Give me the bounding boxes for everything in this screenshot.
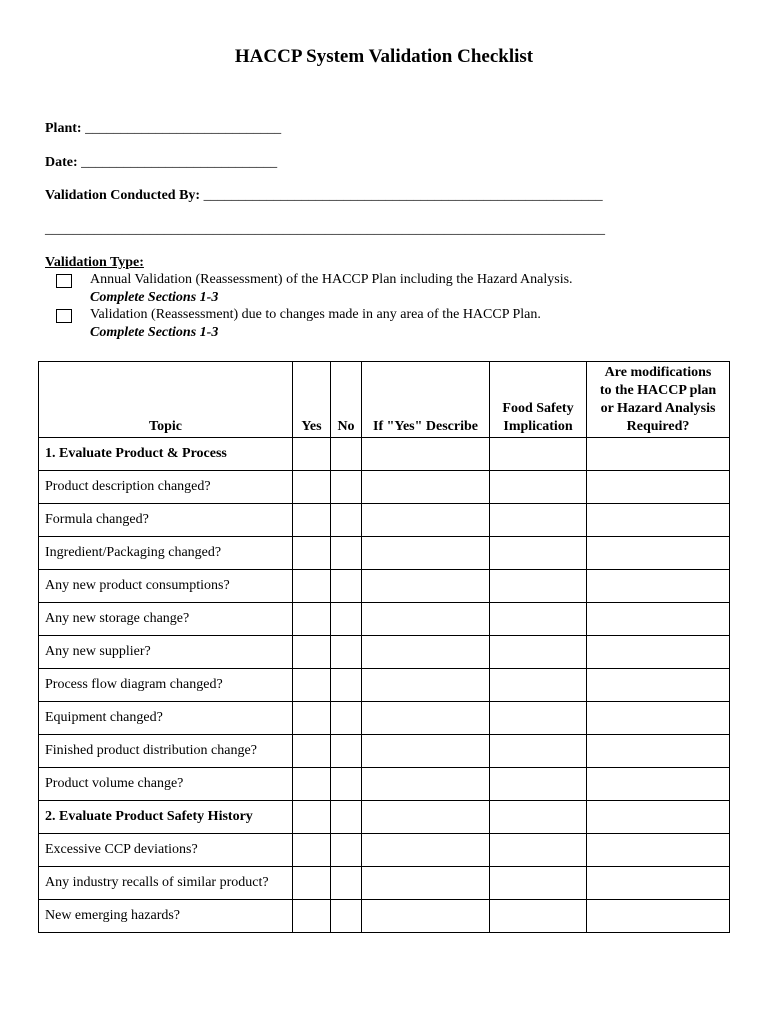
yes-cell[interactable] (293, 570, 331, 603)
table-row (39, 504, 730, 537)
table-row (39, 834, 730, 867)
describe-cell[interactable] (362, 471, 490, 504)
topic-cell: Equipment changed? (39, 702, 293, 735)
topic-cell: Any new supplier? (39, 636, 293, 669)
table-row (39, 735, 730, 768)
topic-cell: Ingredient/Packaging changed? (39, 537, 293, 570)
no-cell[interactable] (331, 735, 362, 768)
yes-cell[interactable] (293, 636, 331, 669)
yes-cell[interactable] (293, 702, 331, 735)
topic-cell: Finished product distribution change? (39, 735, 293, 768)
describe-cell[interactable] (362, 834, 490, 867)
describe-cell[interactable] (362, 900, 490, 933)
modifications-cell[interactable] (587, 834, 730, 867)
option-note: Complete Sections 1-3 (90, 290, 219, 305)
option-text: Annual Validation (Reassessment) of the HACCP Plan including the Hazard Analysis. (90, 272, 573, 287)
food-safety-cell[interactable] (490, 669, 587, 702)
modifications-cell[interactable] (587, 900, 730, 933)
table-row (39, 603, 730, 636)
table-row (39, 900, 730, 933)
no-cell[interactable] (331, 867, 362, 900)
food-safety-cell[interactable] (490, 537, 587, 570)
modifications-cell[interactable] (587, 867, 730, 900)
describe-cell[interactable] (362, 801, 490, 834)
describe-cell[interactable] (362, 504, 490, 537)
modifications-cell[interactable] (587, 735, 730, 768)
modifications-cell[interactable] (587, 702, 730, 735)
checkbox[interactable] (56, 274, 72, 288)
no-cell[interactable] (331, 900, 362, 933)
yes-cell[interactable] (293, 603, 331, 636)
section-row (39, 438, 730, 471)
yes-cell[interactable] (293, 669, 331, 702)
topic-cell: Product volume change? (39, 768, 293, 801)
conducted-by-input-line[interactable]: _________________________________________________________ (203, 188, 603, 203)
modifications-cell[interactable] (587, 669, 730, 702)
conducted-by-field[interactable] (45, 188, 603, 204)
checkbox[interactable] (56, 309, 72, 323)
checklist-table (38, 361, 730, 933)
yes-cell[interactable] (293, 438, 331, 471)
header-modifications-line: Required? (626, 419, 690, 434)
topic-cell: Any new product consumptions? (39, 570, 293, 603)
table-row (39, 669, 730, 702)
date-input-line[interactable]: ____________________________ (81, 155, 278, 170)
section-title: 1. Evaluate Product & Process (39, 438, 293, 471)
plant-input-line[interactable]: ____________________________ (85, 121, 282, 136)
no-cell[interactable] (331, 768, 362, 801)
topic-cell: Product description changed? (39, 471, 293, 504)
describe-cell[interactable] (362, 636, 490, 669)
header-modifications-line: Are modifications (604, 365, 712, 380)
no-cell[interactable] (331, 438, 362, 471)
header-no: No (331, 362, 362, 438)
food-safety-cell[interactable] (490, 801, 587, 834)
no-cell[interactable] (331, 669, 362, 702)
header-topic: Topic (39, 362, 293, 438)
topic-cell: Any new storage change? (39, 603, 293, 636)
no-cell[interactable] (331, 636, 362, 669)
food-safety-cell[interactable] (490, 603, 587, 636)
topic-cell: Formula changed? (39, 504, 293, 537)
topic-cell: Excessive CCP deviations? (39, 834, 293, 867)
food-safety-cell[interactable] (490, 570, 587, 603)
no-cell[interactable] (331, 537, 362, 570)
yes-cell[interactable] (293, 834, 331, 867)
modifications-cell[interactable] (587, 801, 730, 834)
section-row (39, 801, 730, 834)
table-header-row (39, 362, 730, 438)
table-row (39, 867, 730, 900)
food-safety-cell[interactable] (490, 735, 587, 768)
header-food-safety-line: Food Safety (502, 401, 574, 416)
describe-cell[interactable] (362, 438, 490, 471)
describe-cell[interactable] (362, 768, 490, 801)
modifications-cell[interactable] (587, 438, 730, 471)
header-modifications (587, 362, 730, 438)
no-cell[interactable] (331, 801, 362, 834)
table-row (39, 471, 730, 504)
section-title: 2. Evaluate Product Safety History (39, 801, 293, 834)
table-row (39, 570, 730, 603)
topic-cell: Process flow diagram changed? (39, 669, 293, 702)
food-safety-cell[interactable] (490, 504, 587, 537)
option-note: Complete Sections 1-3 (90, 325, 219, 340)
yes-cell[interactable] (293, 900, 331, 933)
food-safety-cell[interactable] (490, 834, 587, 867)
no-cell[interactable] (331, 504, 362, 537)
describe-cell[interactable] (362, 867, 490, 900)
food-safety-cell[interactable] (490, 471, 587, 504)
header-describe: If "Yes" Describe (362, 362, 490, 438)
yes-cell[interactable] (293, 537, 331, 570)
yes-cell[interactable] (293, 735, 331, 768)
validation-type-heading: Validation Type: (45, 255, 144, 270)
modifications-cell[interactable] (587, 570, 730, 603)
yes-cell[interactable] (293, 504, 331, 537)
food-safety-cell[interactable] (490, 438, 587, 471)
option-text: Validation (Reassessment) due to changes made in any area of the HACCP Plan. (90, 307, 541, 322)
food-safety-cell[interactable] (490, 702, 587, 735)
no-cell[interactable] (331, 471, 362, 504)
modifications-cell[interactable] (587, 636, 730, 669)
table-row (39, 702, 730, 735)
topic-cell: Any industry recalls of similar product? (39, 867, 293, 900)
describe-cell[interactable] (362, 702, 490, 735)
no-cell[interactable] (331, 834, 362, 867)
header-food-safety (490, 362, 587, 438)
modifications-cell[interactable] (587, 537, 730, 570)
no-cell[interactable] (331, 603, 362, 636)
describe-cell[interactable] (362, 570, 490, 603)
food-safety-cell[interactable] (490, 867, 587, 900)
plant-field[interactable] (45, 121, 281, 137)
table-row (39, 636, 730, 669)
table-row (39, 537, 730, 570)
food-safety-cell[interactable] (490, 768, 587, 801)
yes-cell[interactable] (293, 867, 331, 900)
date-field[interactable] (45, 155, 277, 171)
describe-cell[interactable] (362, 669, 490, 702)
describe-cell[interactable] (362, 603, 490, 636)
yes-cell[interactable] (293, 471, 331, 504)
table-row (39, 768, 730, 801)
modifications-cell[interactable] (587, 603, 730, 636)
date-label: Date: (45, 155, 78, 170)
no-cell[interactable] (331, 570, 362, 603)
describe-cell[interactable] (362, 537, 490, 570)
header-modifications-line: or Hazard Analysis (600, 401, 716, 416)
no-cell[interactable] (331, 702, 362, 735)
conducted-by-label: Validation Conducted By: (45, 188, 201, 203)
topic-cell: New emerging hazards? (39, 900, 293, 933)
page-title: HACCP System Validation Checklist (234, 46, 534, 67)
yes-cell[interactable] (293, 801, 331, 834)
modifications-cell[interactable] (587, 768, 730, 801)
modifications-cell[interactable] (587, 471, 730, 504)
header-modifications-line: to the HACCP plan (599, 383, 717, 398)
yes-cell[interactable] (293, 768, 331, 801)
food-safety-cell[interactable] (490, 900, 587, 933)
modifications-cell[interactable] (587, 504, 730, 537)
describe-cell[interactable] (362, 735, 490, 768)
plant-label: Plant: (45, 121, 82, 136)
header-yes: Yes (293, 362, 331, 438)
food-safety-cell[interactable] (490, 636, 587, 669)
extra-input-line[interactable]: ________________________________________________________________________________ (45, 222, 605, 237)
header-food-safety-line: Implication (503, 419, 573, 434)
